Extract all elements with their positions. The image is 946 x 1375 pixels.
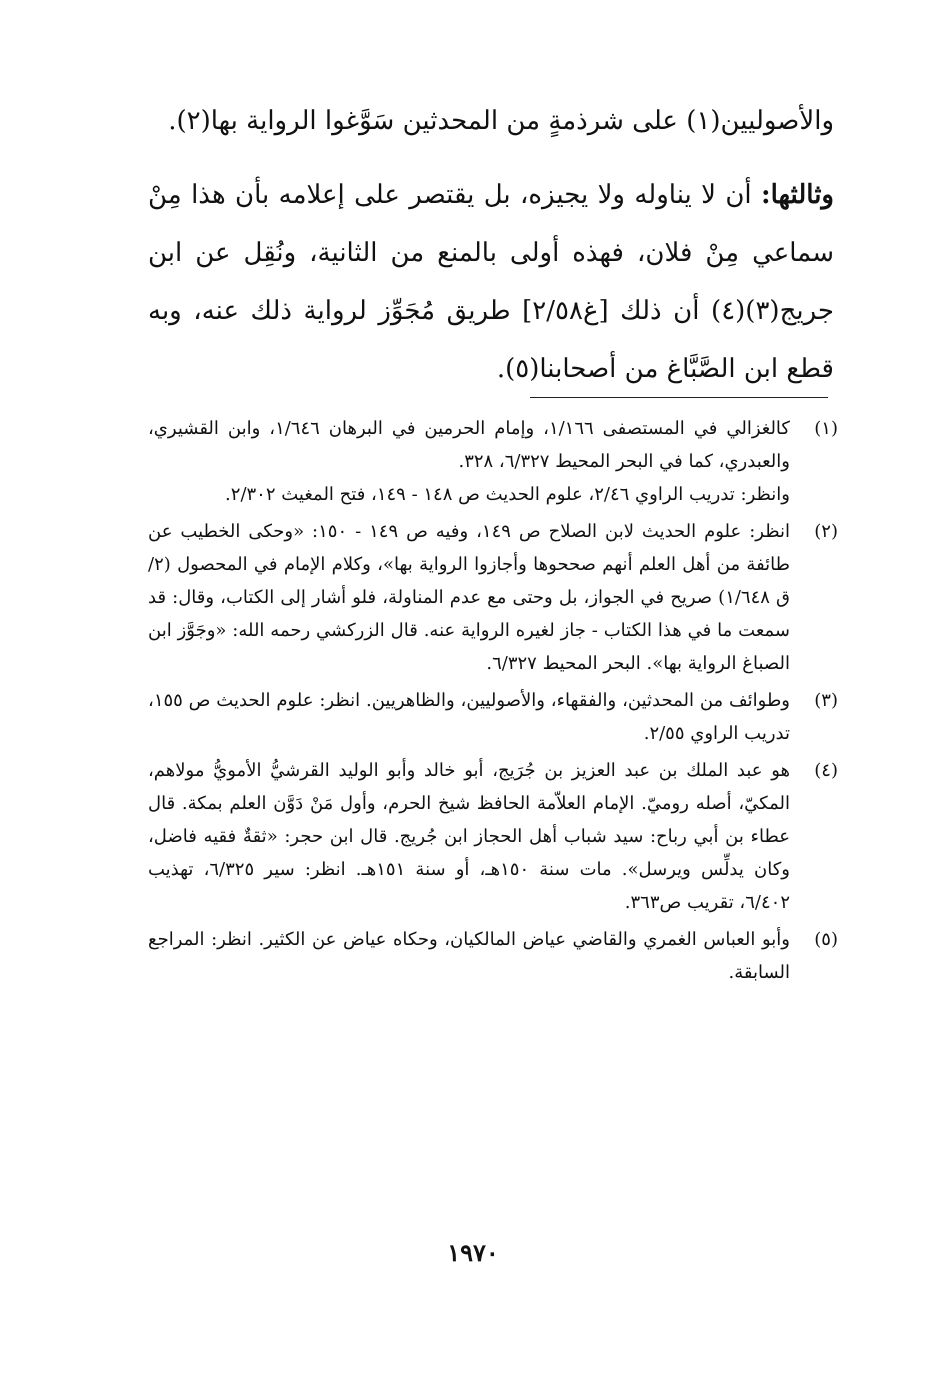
footnote-number: (٢)	[814, 521, 838, 542]
main-text	[148, 92, 834, 398]
footnote-number: (٥)	[814, 929, 838, 950]
footnote-text: وانظر: تدريب الراوي ٢/٤٦، علوم الحديث ص ١٤٨ - ١٤٩، فتح المغيث ٢/٣٠٢.	[225, 484, 790, 505]
footnote-2	[148, 515, 838, 680]
footnote-text: كالغزالي في المستصفى ١/١٦٦، وإمام الحرمين في البرهان ١/٦٤٦، وابن القشيري، والعبدري، كما في البحر المحيط ٦/٣٢٧، ٣٢٨.	[148, 418, 790, 472]
paragraph-1: والأصوليين(١) على شرذمةٍ من المحدثين سَوَّغوا الرواية بها(٢).	[168, 106, 834, 136]
paragraph-2	[148, 166, 834, 398]
footnote-3	[148, 684, 838, 750]
footnote-text: انظر: علوم الحديث لابن الصلاح ص ١٤٩، وفيه ص ١٤٩ - ١٥٠: «وحكى الخطيب عن طائفة من أهل العلم أنهم صححوها وأجازوا الرواية بها»، وكلام الإمام في المحصول (٢/ق ١/٦٤٨) صريح في الجواز، بل وحتى مع عدم المناولة، فلو أشار إلى الكتاب، وقال: قد سمعت ما في هذا الكتاب - جاز لغيره الرواية عنه. قال الزركشي رحمه الله: «وجَوَّز ابن الصباغ الرواية بها». البحر المحيط ٦/٣٢٧.	[148, 521, 791, 674]
footnote-number: (٣)	[814, 690, 838, 711]
footnote-text: هو عبد الملك بن عبد العزيز بن جُرَيج، أبو خالد وأبو الوليد القرشيُّ الأمويُّ مولاهم، المكيّ، أصله روميّ. الإمام العلاّمة الحافظ شيخ الحرم، وأول مَنْ دَوَّن العلم بمكة. قال عطاء بن أبي رباح: سيد شباب أهل الحجاز ابن جُريج. قال ابن حجر: «ثقةٌ فقيه فاضل، وكان يدلِّس ويرسل». مات سنة ١٥٠هـ، أو سنة ١٥١هـ. انظر: سير ٦/٣٢٥، تهذيب ٦/٤٠٢، تقريب ص٣٦٣.	[148, 760, 790, 913]
page-number: ١٩٧٠	[447, 1238, 499, 1267]
footnote-number: (٤)	[814, 760, 838, 781]
footnote-5	[148, 923, 838, 989]
footnotes	[148, 412, 838, 993]
footnote-number: (١)	[814, 418, 838, 439]
footnote-text: وطوائف من المحدثين، والفقهاء، والأصوليين، والظاهريين. انظر: علوم الحديث ص ١٥٥، تدريب الراوي ٢/٥٥.	[148, 690, 790, 744]
paragraph-2-text: أن لا يناوله ولا يجيزه، بل يقتصر على إعلامه بأن هذا مِنْ سماعي مِنْ فلان، فهذه أولى بالمنع من الثانية، ونُقِل عن ابن جريج(٣)(٤) أن ذلك [غ٢/٥٨] طريق مُجَوِّز لرواية ذلك عنه، وبه قطع ابن الصَّبَّاغ من أصحابنا(٥).	[148, 180, 835, 384]
footnote-1	[148, 412, 838, 511]
footnote-separator	[530, 397, 828, 398]
footnote-text: وأبو العباس الغمري والقاضي عياض المالكيان، وحكاه عياض عن الكثير. انظر: المراجع السابقة.	[148, 929, 790, 983]
paragraph-2-lead: وثالثها:	[761, 180, 834, 210]
footnote-4	[148, 754, 838, 919]
